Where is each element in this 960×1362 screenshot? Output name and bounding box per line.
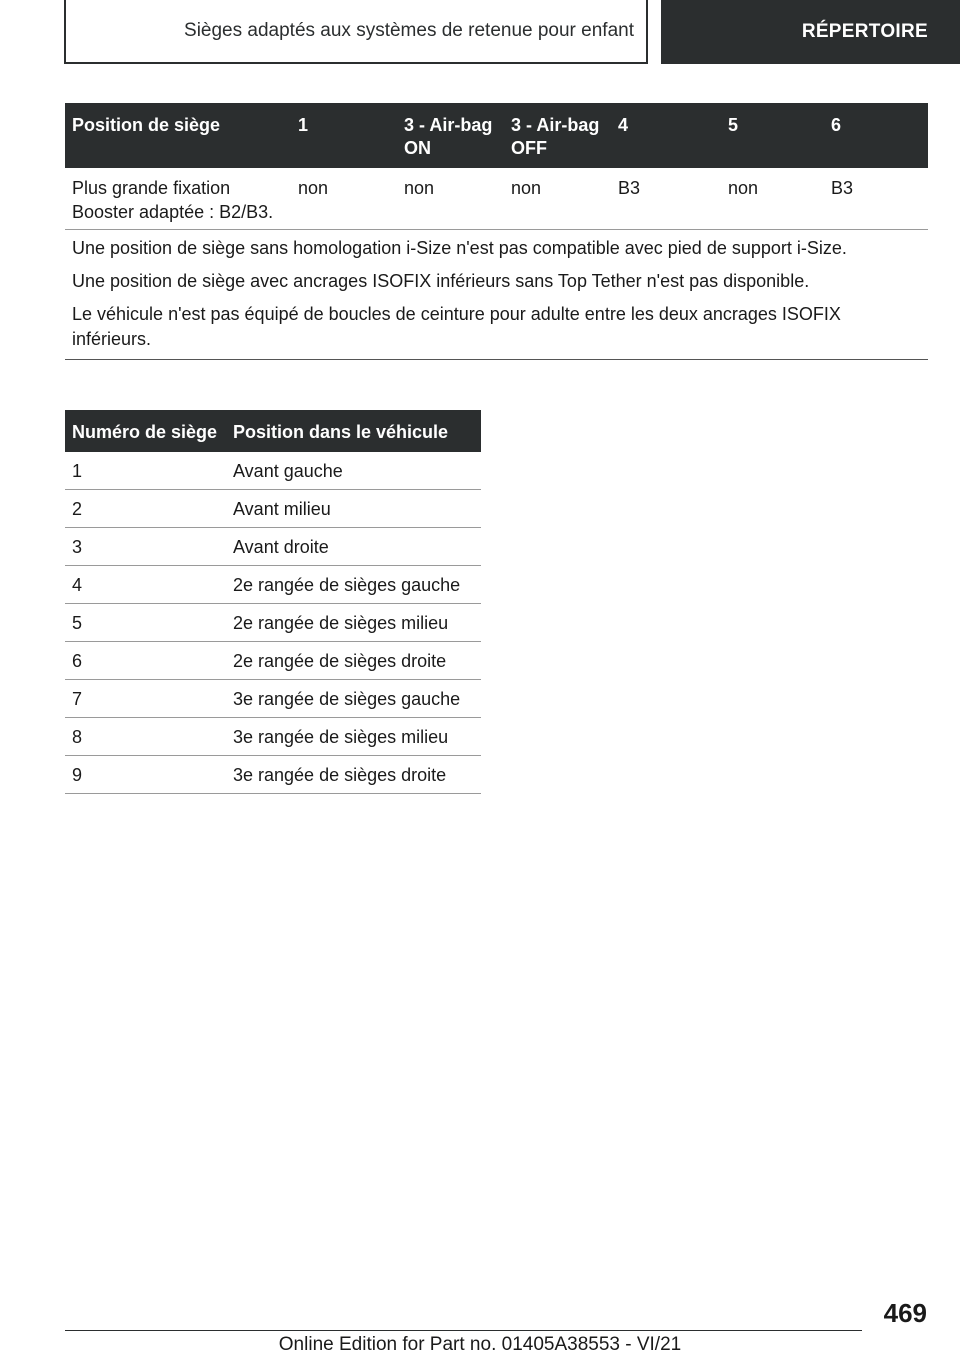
seat-number: 2 bbox=[65, 490, 226, 528]
seat-compat-table bbox=[65, 103, 928, 360]
col-header-seat-3-airbag-off: 3 - Air-bag OFF bbox=[504, 103, 611, 168]
notes-row bbox=[65, 230, 928, 360]
seat-number: 5 bbox=[65, 604, 226, 642]
footer-divider bbox=[65, 1330, 862, 1331]
edition-footer: Online Edition for Part no. 01405A38553 - VI/21 bbox=[278, 1334, 682, 1355]
table-cell: B3 bbox=[611, 168, 721, 230]
table-cell: B3 bbox=[824, 168, 928, 230]
seat-number: 4 bbox=[65, 566, 226, 604]
seat-position: 2e rangée de sièges milieu bbox=[226, 604, 481, 642]
table-row bbox=[65, 528, 481, 566]
col-header-seat-6: 6 bbox=[824, 103, 928, 168]
table-cell: non bbox=[291, 168, 397, 230]
table-cell: non bbox=[504, 168, 611, 230]
table-row bbox=[65, 566, 481, 604]
col-header-seat-number: Numéro de siège bbox=[65, 410, 226, 452]
table-row bbox=[65, 490, 481, 528]
note-text: Une position de siège avec ancrages ISOFIX inférieurs sans Top Tether n'est pas disponible. bbox=[72, 271, 810, 291]
table-row bbox=[65, 642, 481, 680]
seat-number: 3 bbox=[65, 528, 226, 566]
section-title: Sièges adaptés aux systèmes de retenue pour enfant bbox=[64, 0, 648, 64]
seat-position: 3e rangée de sièges gauche bbox=[226, 680, 481, 718]
col-header-vehicle-position: Position dans le véhicule bbox=[226, 410, 481, 452]
col-header-seat-3-airbag-on: 3 - Air-bag ON bbox=[397, 103, 504, 168]
row-label: Plus grande fixation Booster adaptée : B2/B3. bbox=[65, 168, 291, 230]
seat-number: 8 bbox=[65, 718, 226, 756]
table-row bbox=[65, 756, 481, 794]
seat-position: 2e rangée de sièges droite bbox=[226, 642, 481, 680]
seat-number: 9 bbox=[65, 756, 226, 794]
seat-position: Avant gauche bbox=[226, 452, 481, 490]
note-text: Le véhicule n'est pas équipé de boucles de ceinture pour adulte entre les deux ancrages ISOFIX inférieurs. bbox=[72, 304, 841, 349]
table-header-row bbox=[65, 103, 928, 168]
table-row bbox=[65, 680, 481, 718]
table-row bbox=[65, 452, 481, 490]
seat-number: 6 bbox=[65, 642, 226, 680]
table-notes bbox=[65, 230, 928, 360]
seat-position: 3e rangée de sièges droite bbox=[226, 756, 481, 794]
page-number: 469 bbox=[883, 1298, 927, 1328]
table-header-row bbox=[65, 410, 481, 452]
table-cell: non bbox=[397, 168, 504, 230]
col-header-position: Position de siège bbox=[65, 103, 291, 168]
seat-number-table bbox=[65, 410, 481, 794]
table-cell: non bbox=[721, 168, 824, 230]
seat-number: 1 bbox=[65, 452, 226, 490]
col-header-seat-1: 1 bbox=[291, 103, 397, 168]
seat-position: Avant droite bbox=[226, 528, 481, 566]
table-row bbox=[65, 604, 481, 642]
table-row bbox=[65, 168, 928, 230]
chapter-tab[interactable]: RÉPERTOIRE bbox=[661, 0, 960, 64]
note-text: Une position de siège sans homologation i-Size n'est pas compatible avec pied de support i-Size. bbox=[72, 238, 847, 258]
col-header-seat-4: 4 bbox=[611, 103, 721, 168]
seat-number: 7 bbox=[65, 680, 226, 718]
seat-position: 3e rangée de sièges milieu bbox=[226, 718, 481, 756]
table-row bbox=[65, 718, 481, 756]
seat-position: Avant milieu bbox=[226, 490, 481, 528]
seat-position: 2e rangée de sièges gauche bbox=[226, 566, 481, 604]
col-header-seat-5: 5 bbox=[721, 103, 824, 168]
